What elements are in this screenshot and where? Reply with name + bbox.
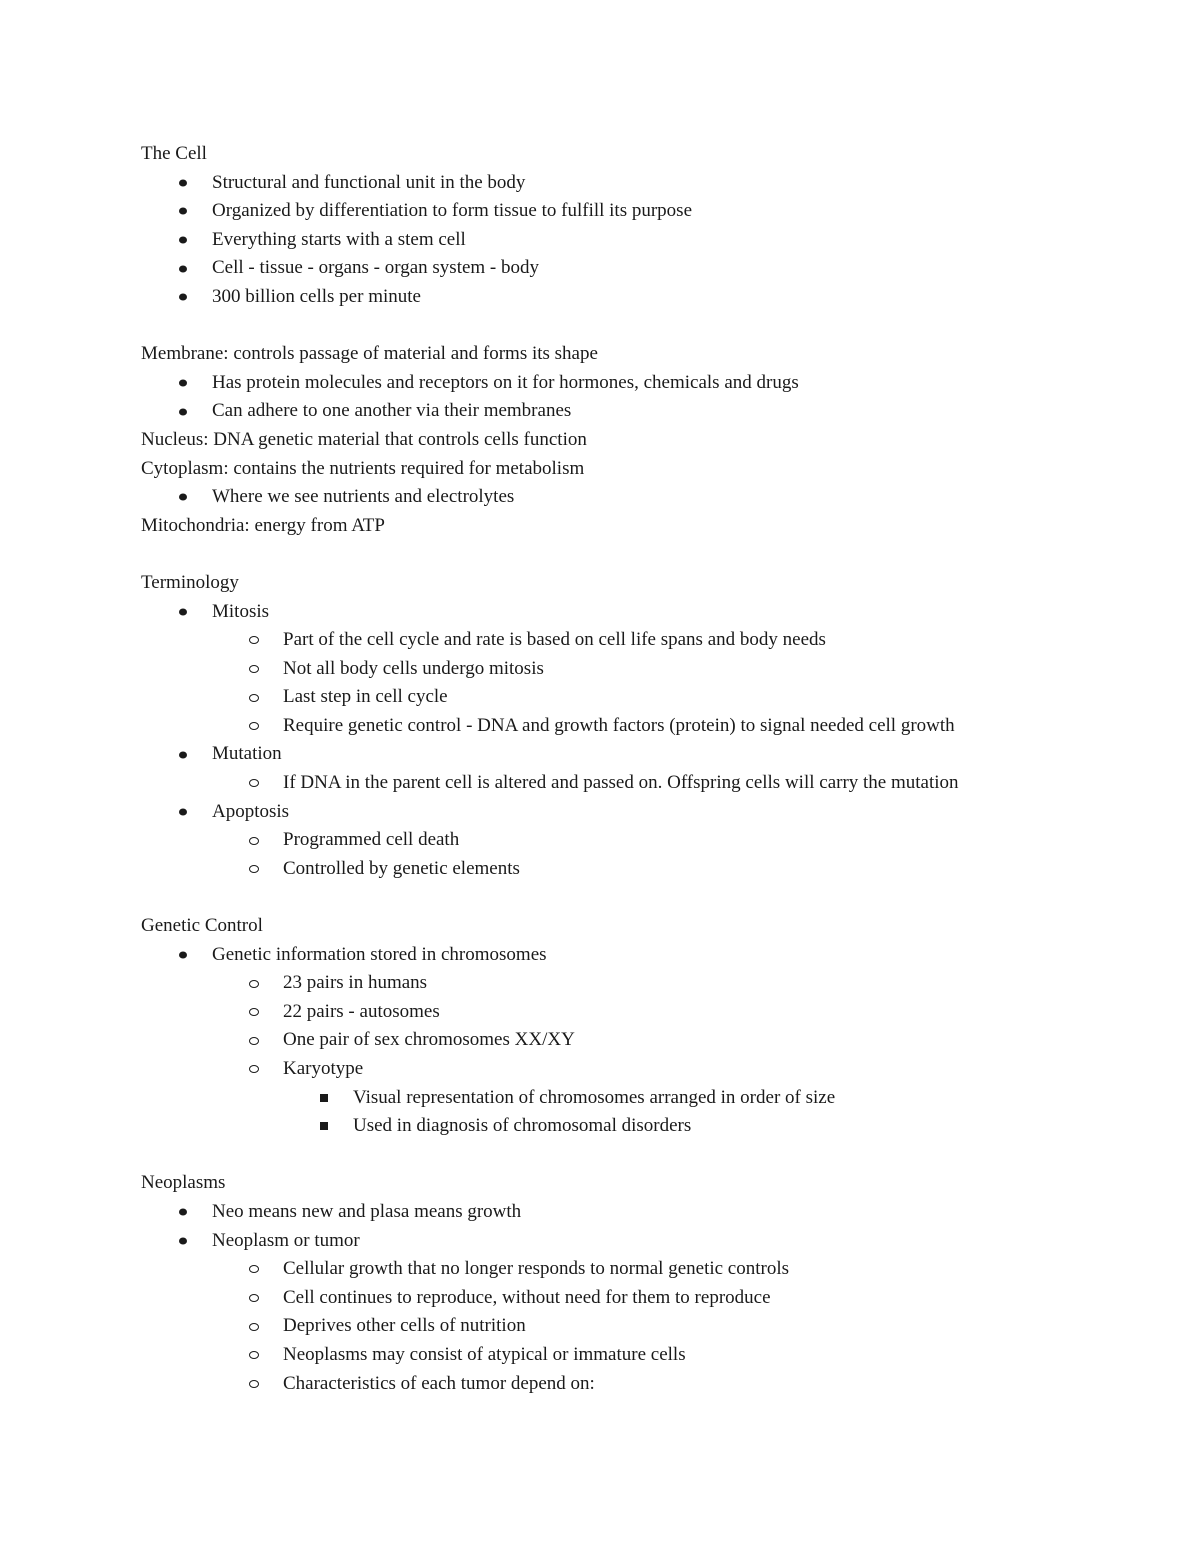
bullet-item <box>141 226 1101 255</box>
line-text: The Cell <box>141 143 207 164</box>
heading-line <box>141 1169 1101 1198</box>
bullet-item <box>141 254 1101 283</box>
bullet-item <box>141 397 1101 426</box>
filled-bullet-icon <box>179 1237 187 1244</box>
line-text: Part of the cell cycle and rate is based on cell life spans and body needs <box>283 629 826 651</box>
square-bullet-icon <box>320 1094 328 1102</box>
hollow-bullet-icon <box>249 837 259 845</box>
line-text: Neoplasms <box>141 1172 226 1194</box>
heading-line <box>141 569 1101 598</box>
filled-bullet-icon <box>179 1209 187 1216</box>
sub-bullet-item <box>141 1255 1101 1284</box>
blank-line <box>141 883 1101 912</box>
sub-sub-bullet-item <box>141 1112 1101 1141</box>
line-text: Mitosis <box>212 600 270 622</box>
filled-bullet-icon <box>179 951 187 958</box>
line-text: Programmed cell death <box>283 829 460 851</box>
filled-bullet-icon <box>179 751 187 758</box>
line-text: Neoplasm or tumor <box>212 1229 360 1251</box>
hollow-bullet-icon <box>249 665 259 673</box>
line-text: Cell - tissue - organs - organ system - body <box>212 257 540 279</box>
filled-bullet-icon <box>179 380 187 387</box>
line-text: Karyotype <box>283 1058 364 1079</box>
blank-line <box>141 540 1101 569</box>
filled-bullet-icon <box>179 408 187 415</box>
bullet-item <box>141 483 1101 512</box>
sub-bullet-item <box>141 769 1101 798</box>
filled-bullet-icon <box>179 494 187 501</box>
hollow-bullet-icon <box>249 1265 259 1273</box>
line-text: 300 billion cells per minute <box>212 285 421 307</box>
line-text: Organized by differentiation to form tissue to fulfill its purpose <box>212 200 693 222</box>
sub-bullet-item <box>141 1341 1101 1370</box>
sub-bullet-item <box>141 826 1101 855</box>
line-text: Mutation <box>212 743 282 765</box>
sub-sub-bullet-item <box>141 1084 1101 1113</box>
filled-bullet-icon <box>179 294 187 301</box>
line-text: Last step in cell cycle <box>283 686 448 708</box>
sub-bullet-item <box>141 855 1101 884</box>
line-text: Membrane: controls passage of material and forms its shape <box>141 343 598 365</box>
heading-line <box>141 426 1101 455</box>
heading-line <box>141 340 1101 369</box>
square-bullet-icon <box>320 1122 328 1130</box>
line-text: Require genetic control - DNA and growth factors (protein) to signal needed cell growth <box>283 714 955 736</box>
hollow-bullet-icon <box>249 1323 259 1331</box>
bullet-item <box>141 169 1101 198</box>
hollow-bullet-icon <box>249 779 259 787</box>
line-text: Controlled by genetic elements <box>283 857 520 879</box>
heading-line <box>141 512 1101 541</box>
heading-line <box>141 455 1101 484</box>
line-text: 22 pairs - autosomes <box>283 1000 440 1022</box>
hollow-bullet-icon <box>249 636 259 644</box>
line-text: Used in diagnosis of chromosomal disorders <box>353 1115 692 1137</box>
line-text: Not all body cells undergo mitosis <box>283 657 544 679</box>
bullet-item <box>141 1198 1101 1227</box>
filled-bullet-icon <box>179 237 187 244</box>
sub-bullet-item <box>141 969 1101 998</box>
line-text: Genetic information stored in chromosomes <box>212 943 547 965</box>
heading-line <box>141 140 1101 169</box>
hollow-bullet-icon <box>249 722 259 730</box>
bullet-item <box>141 941 1101 970</box>
line-text: Apoptosis <box>212 800 290 822</box>
sub-bullet-item <box>141 998 1101 1027</box>
sub-bullet-item <box>141 1284 1101 1313</box>
line-text: Mitochondria: energy from ATP <box>141 514 385 536</box>
filled-bullet-icon <box>179 208 187 215</box>
filled-bullet-icon <box>179 179 187 186</box>
hollow-bullet-icon <box>249 1008 259 1016</box>
blank-line <box>141 312 1101 341</box>
blank-line <box>141 1141 1101 1170</box>
hollow-bullet-icon <box>249 1037 259 1045</box>
bullet-item <box>141 740 1101 769</box>
line-text: Structural and functional unit in the body <box>212 171 526 193</box>
hollow-bullet-icon <box>249 1294 259 1302</box>
hollow-bullet-icon <box>249 865 259 873</box>
hollow-bullet-icon <box>249 1380 259 1388</box>
bullet-item <box>141 283 1101 312</box>
bullet-item <box>141 598 1101 627</box>
line-text: Everything starts with a stem cell <box>212 228 466 250</box>
bullet-item <box>141 1227 1101 1256</box>
sub-bullet-item <box>141 683 1101 712</box>
sub-bullet-item <box>141 1026 1101 1055</box>
hollow-bullet-icon <box>249 694 259 702</box>
bullet-item <box>141 197 1101 226</box>
line-text: Terminology <box>141 571 239 593</box>
line-text: If DNA in the parent cell is altered and passed on. Offspring cells will carry the mutation <box>283 772 959 794</box>
filled-bullet-icon <box>179 808 187 815</box>
line-text: Neo means new and plasa means growth <box>212 1200 522 1222</box>
sub-bullet-item <box>141 1370 1101 1399</box>
line-text: Visual representation of chromosomes arranged in order of size <box>353 1086 836 1108</box>
line-text: Characteristics of each tumor depend on: <box>283 1372 595 1394</box>
line-text: Cellular growth that no longer responds to normal genetic controls <box>283 1258 790 1280</box>
line-text: Neoplasms may consist of atypical or immature cells <box>283 1343 686 1365</box>
sub-bullet-item <box>141 1055 1101 1084</box>
line-text: Genetic Control <box>141 915 263 937</box>
bullet-item <box>141 798 1101 827</box>
hollow-bullet-icon <box>249 1351 259 1359</box>
filled-bullet-icon <box>179 608 187 615</box>
filled-bullet-icon <box>179 265 187 272</box>
line-text: 23 pairs in humans <box>283 972 428 994</box>
line-text: Can adhere to one another via their membranes <box>212 400 572 422</box>
sub-bullet-item <box>141 655 1101 684</box>
sub-bullet-item <box>141 1312 1101 1341</box>
line-text: Nucleus: DNA genetic material that controls cells function <box>141 428 587 450</box>
line-text: Where we see nutrients and electrolytes <box>212 486 515 508</box>
line-text: Cell continues to reproduce, without need for them to reproduce <box>283 1286 771 1308</box>
sub-bullet-item <box>141 712 1101 741</box>
heading-line <box>141 912 1101 941</box>
bullet-item <box>141 369 1101 398</box>
line-text: Cytoplasm: contains the nutrients required for metabolism <box>141 457 585 479</box>
line-text: Has protein molecules and receptors on it for hormones, chemicals and drugs <box>212 371 799 393</box>
hollow-bullet-icon <box>249 980 259 988</box>
line-text: Deprives other cells of nutrition <box>283 1315 526 1337</box>
hollow-bullet-icon <box>249 1065 259 1073</box>
line-text: One pair of sex chromosomes XX/XY <box>283 1029 575 1051</box>
sub-bullet-item <box>141 626 1101 655</box>
document-body <box>141 140 1101 1398</box>
